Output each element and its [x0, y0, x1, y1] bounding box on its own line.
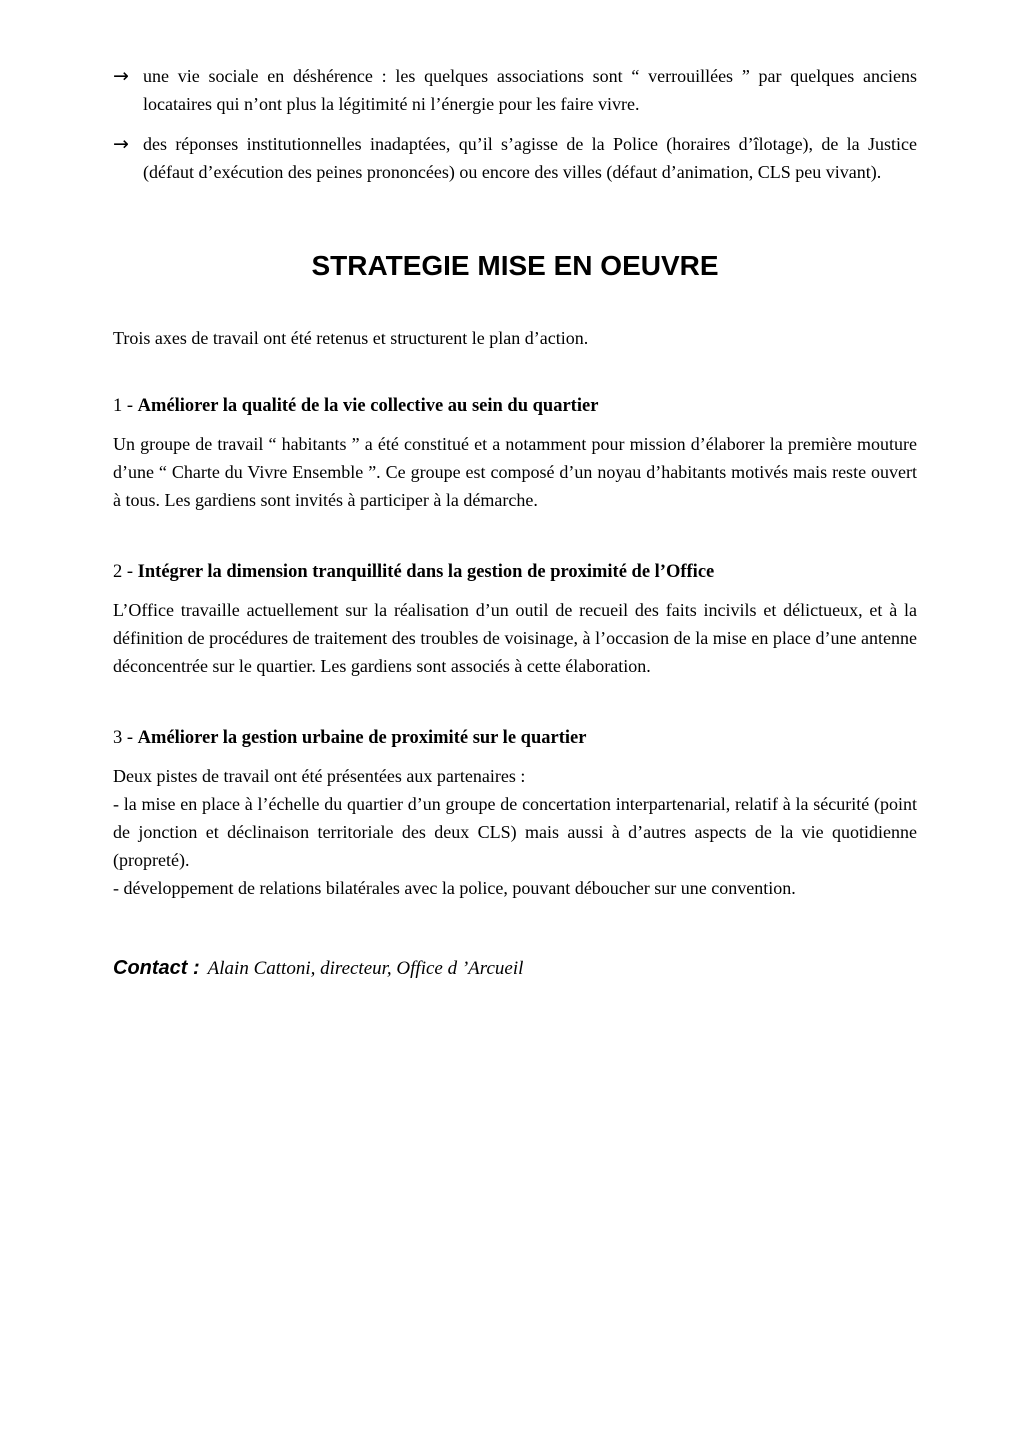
section-1	[113, 392, 917, 514]
intro-paragraph: Trois axes de travail ont été retenus et structurent le plan d’action.	[113, 328, 589, 348]
section-3-body-line: Deux pistes de travail ont été présentées aux partenaires :	[113, 766, 526, 786]
section-3	[113, 724, 917, 902]
section-1-title	[113, 392, 917, 420]
section-3-body-line: - développement de relations bilatérales avec la police, pouvant déboucher sur une convention.	[113, 878, 796, 898]
arrow-bullet-icon: →	[113, 65, 129, 87]
contact-label: Contact :	[113, 957, 200, 979]
section-3-title	[113, 724, 917, 752]
arrow-bullet-icon: →	[113, 133, 129, 155]
section-title-text: Améliorer la gestion urbaine de proximité sur le quartier	[137, 728, 587, 748]
bullet-item-institutional-responses	[113, 130, 917, 186]
bullet-text: des réponses institutionnelles inadaptées, qu’il s’agisse de la Police (horaires d’îlotage), de la Justice (défaut d’exécution des peines prononcées) ou encore des villes (défaut d’animation, CLS peu vivant).	[143, 134, 917, 182]
contact-line	[113, 954, 917, 983]
section-2-body: L’Office travaille actuellement sur la réalisation d’un outil de recueil des faits incivils et délictueux, et à la définition de procédures de traitement des troubles de voisinage, à l’occasion de la mise en place d’une antenne déconcentrée sur le quartier. Les gardiens sont associés à cette élaboration.	[113, 600, 917, 676]
section-1-body: Un groupe de travail “ habitants ” a été constitué et a notamment pour mission d’élaborer la première mouture d’une “ Charte du Vivre Ensemble ”. Ce groupe est composé d’un noyau d’habitants motivés mais reste ouvert à tous. Les gardiens sont invités à participer à la démarche.	[113, 434, 917, 510]
section-number: 2 -	[113, 562, 138, 582]
page-title: STRATEGIE MISE EN OEUVRE	[311, 250, 719, 281]
section-number: 1 -	[113, 396, 138, 416]
contact-value: Alain Cattoni, directeur, Office d ’Arcueil	[207, 958, 524, 979]
section-title-text: Intégrer la dimension tranquillité dans la gestion de proximité de l’Office	[137, 562, 715, 582]
section-title-text: Améliorer la qualité de la vie collective au sein du quartier	[137, 396, 599, 416]
bullet-text: une vie sociale en déshérence : les quelques associations sont “ verrouillées ” par quelques anciens locataires qui n’ont plus la légitimité ni l’énergie pour les faire vivre.	[143, 66, 917, 114]
bullet-item-social-life	[113, 62, 917, 118]
section-3-body	[113, 762, 917, 902]
section-number: 3 -	[113, 728, 138, 748]
section-2	[113, 558, 917, 680]
section-2-title	[113, 558, 917, 586]
section-3-body-line: - la mise en place à l’échelle du quartier d’un groupe de concertation interpartenarial, relatif à la sécurité (point de jonction et déclinaison territoriale des deux CLS) mais aussi à d’autres aspects de la vie quotidienne (propreté).	[113, 794, 917, 870]
